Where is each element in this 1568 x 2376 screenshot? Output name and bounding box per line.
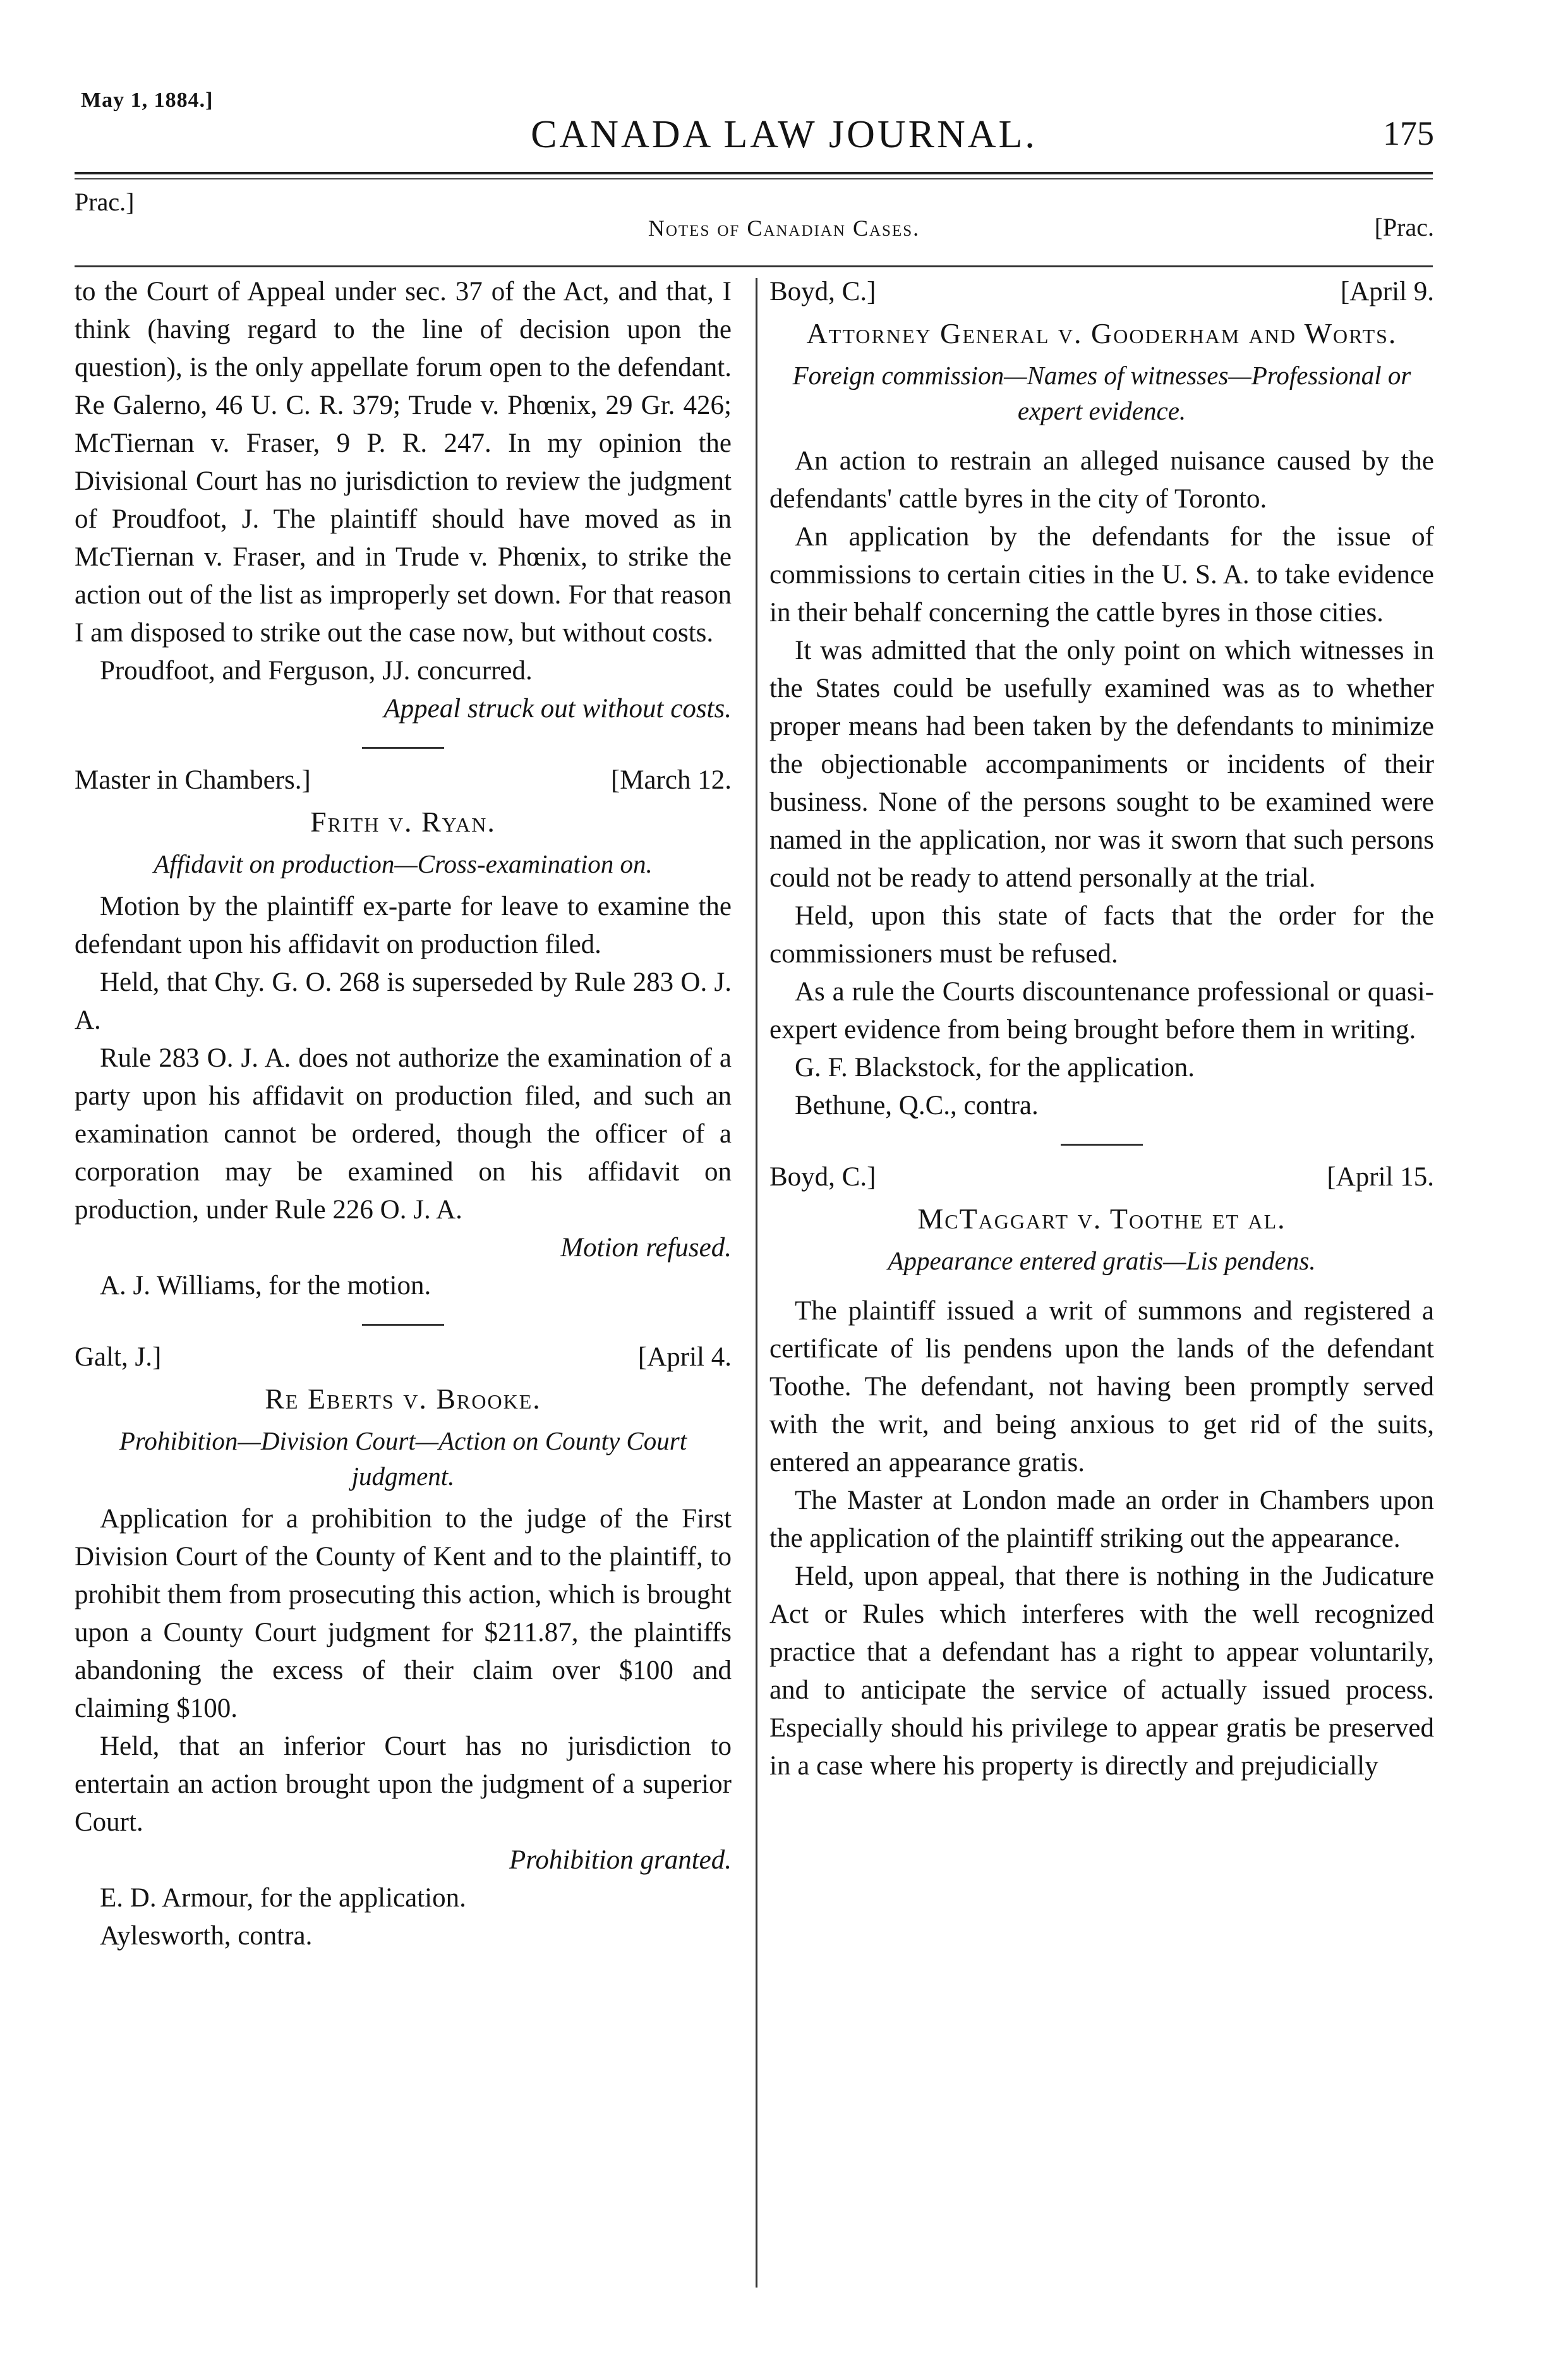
case-title: Frith v. Ryan. <box>310 806 496 838</box>
case-paragraph: An application by the defendants for the issue of commissions to certain cities in the U. S. A. to take evidence in their behalf concerning the cattle byres in those cities. <box>769 522 1434 627</box>
section-label-left: Prac.] <box>75 188 135 216</box>
case-separator <box>1061 1144 1143 1146</box>
section-rule <box>75 265 1433 267</box>
case-separator <box>362 1324 444 1326</box>
case-header <box>769 1158 1434 1196</box>
case-title: McTaggart v. Toothe et al. <box>917 1203 1286 1235</box>
case-result: Prohibition granted. <box>509 1845 732 1875</box>
case-court: Boyd, C.] <box>769 277 876 306</box>
case-paragraph: As a rule the Courts discountenance professional or quasi-expert evidence from being brought before them in writing. <box>769 977 1434 1045</box>
case-holding: Held, upon appeal, that there is nothing in the Judicature Act or Rules which interferes with the well recognized practice that a defendant has a right to appear voluntarily, and to anticipate the service of actually issued process. Especially should his privilege to appear gratis be preserved in a case where his property is directly and prejudicially <box>769 1561 1434 1781</box>
case-counsel: A. J. Williams, for the motion. <box>100 1271 431 1300</box>
header-rule-thin <box>75 178 1433 179</box>
section-heading: Notes of Canadian Cases. <box>648 215 920 241</box>
case-holding: Held, upon this state of facts that the order for the commissioners must be refused. <box>769 901 1434 969</box>
page-number: 175 <box>1383 114 1434 152</box>
case-paragraph: Application for a prohibition to the judge of the First Division Court of the County of Kent and to the plaintiff, to prohibit them from prosecuting this action, which is brought upon a County Court judgment for $211.87, the plaintiffs abandoning the excess of their claim over $100 and claiming $100. <box>75 1504 732 1723</box>
case-counsel: G. F. Blackstock, for the application. <box>795 1053 1195 1082</box>
case-date: [April 9. <box>1340 277 1434 306</box>
case-date: [March 12. <box>610 765 732 795</box>
case-paragraph: An action to restrain an alleged nuisance caused by the defendants' cattle byres in the city of Toronto. <box>769 446 1434 514</box>
case-headnote: Appearance entered gratis—Lis pendens. <box>888 1246 1316 1275</box>
case-title: Re Eberts v. Brooke. <box>265 1383 541 1415</box>
case-court: Master in Chambers.] <box>75 765 311 795</box>
case-paragraph: Rule 283 O. J. A. does not authorize the examination of a party upon his affidavit on production filed, and such an examination cannot be ordered, though the officer of a corporation may be examined on his affidavit on production, under Rule 226 O. J. A. <box>75 1043 732 1225</box>
journal-title: CANADA LAW JOURNAL. <box>531 113 1037 156</box>
case-holding: Held, that Chy. G. O. 268 is superseded by Rule 283 O. J. A. <box>75 967 732 1035</box>
case-headnote: Affidavit on production—Cross-examination on. <box>154 849 653 878</box>
case-date: [April 4. <box>637 1342 732 1372</box>
case-headnote: Prohibition—Division Court—Action on County Court judgment. <box>119 1426 687 1491</box>
section-label-right: [Prac. <box>1374 213 1434 241</box>
continued-paragraph: to the Court of Appeal under sec. 37 of the Act, and that, I think (having regard to the line of decision upon the question), is the only appellate forum open to the defendant. Re Galerno, 46 U. C. R. 379; Trude v. Phœnix, 29 Gr. 426; McTiernan v. Fraser, 9 P. R. 247. In my opinion the Divisional Court has no jurisdiction to review the judgment of Proudfoot, J. The plaintiff should have moved as in McTiernan v. Fraser, and in Trude v. Phœnix, to strike the action out of the list as improperly set down. For that reason I am disposed to strike out the case now, but without costs. <box>75 277 732 648</box>
case-counsel: E. D. Armour, for the application. <box>100 1883 466 1913</box>
case-court: Boyd, C.] <box>769 1162 876 1192</box>
concurrence: Proudfoot, and Ferguson, JJ. concurred. <box>100 656 533 686</box>
case-date: [April 15. <box>1327 1162 1434 1192</box>
header-rule <box>75 172 1433 174</box>
right-column <box>769 273 1434 1785</box>
case-title: Attorney General v. Gooderham and Worts. <box>806 317 1397 349</box>
issue-date: May 1, 1884.] <box>81 88 214 112</box>
case-separator <box>362 747 444 749</box>
case-paragraph: The Master at London made an order in Chambers upon the application of the plaintiff striking out the appearance. <box>769 1486 1434 1553</box>
case-paragraph: The plaintiff issued a writ of summons and registered a certificate of lis pendens upon the lands of the defendant Toothe. The defendant, not having been promptly served with the writ, and being anxious to get rid of the suits, entered an appearance gratis. <box>769 1296 1434 1477</box>
case-counsel: Aylesworth, contra. <box>100 1921 313 1951</box>
case-result: Motion refused. <box>560 1233 732 1263</box>
case-paragraph: It was admitted that the only point on which witnesses in the States could be usefully examined was as to whether proper means had been taken by the defendants to minimize the objectionable accompaniments or incidents of their business. None of the persons sought to be examined were named in the application, nor was it sworn that such persons could not be ready to attend personally at the trial. <box>769 636 1434 893</box>
continuation-result: Appeal struck out without costs. <box>383 694 732 724</box>
case-paragraph: Motion by the plaintiff ex-parte for leave to examine the defendant upon his affidavit on production filed. <box>75 892 732 959</box>
case-court: Galt, J.] <box>75 1342 162 1372</box>
left-column <box>75 273 732 1955</box>
case-holding: Held, that an inferior Court has no jurisdiction to entertain an action brought upon the judgment of a superior Court. <box>75 1731 732 1837</box>
case-headnote: Foreign commission—Names of witnesses—Professional or expert evidence. <box>792 361 1411 425</box>
case-header <box>75 1338 732 1376</box>
case-header <box>769 273 1434 311</box>
case-counsel: Bethune, Q.C., contra. <box>795 1091 1039 1120</box>
case-header <box>75 761 732 799</box>
column-divider <box>756 278 757 2288</box>
